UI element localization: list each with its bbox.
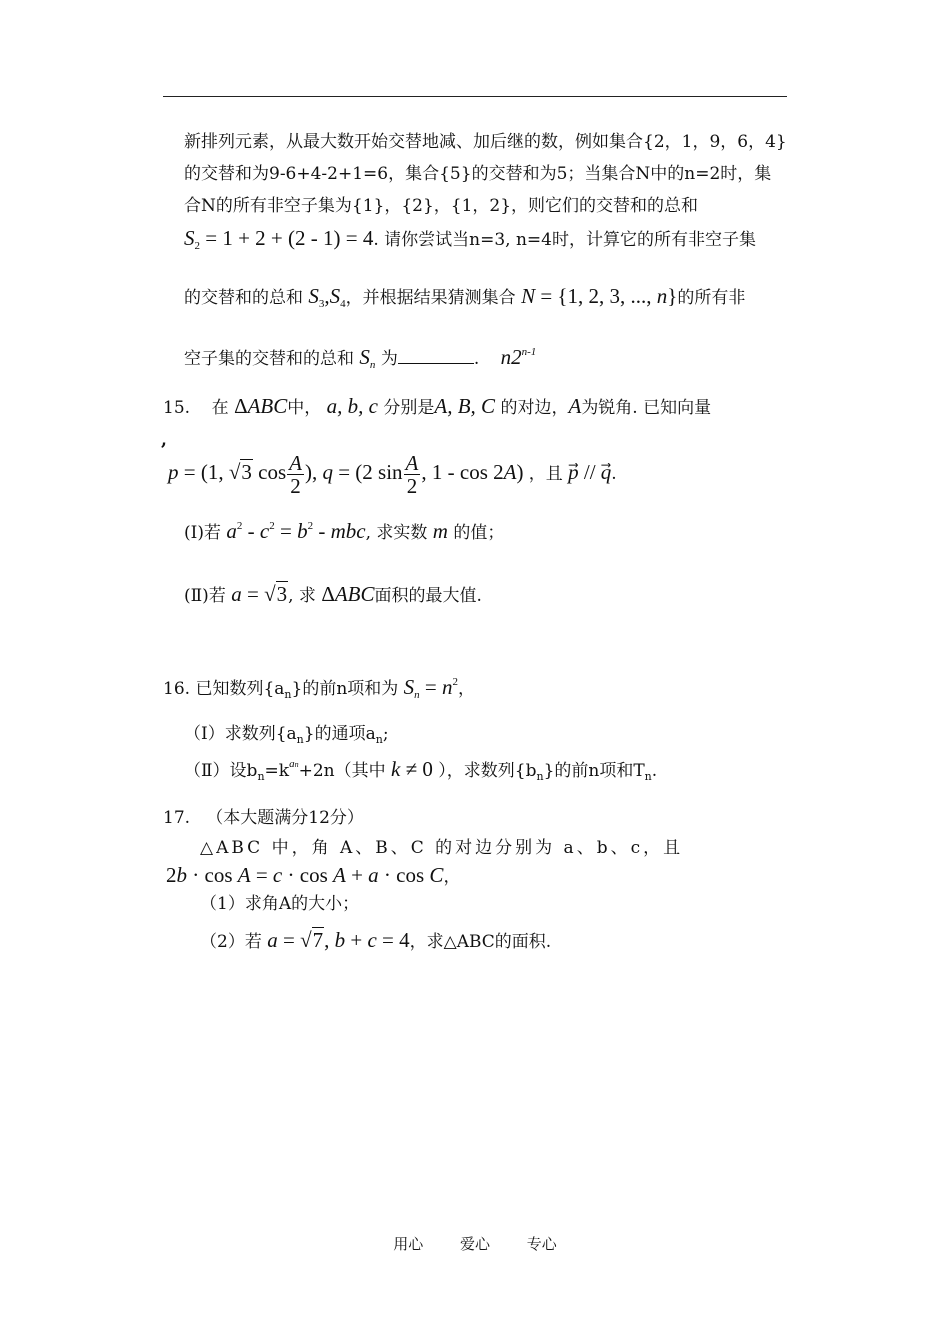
text-line-1: 新排列元素，从最大数开始交替地减、加后继的数，例如集合{2，1，9，6，4} (184, 132, 787, 152)
text-line-2: 的交替和为9-6+4-2+1=6，集合{5}的交替和为5；当集合N中的n=2时，集 (184, 164, 772, 184)
text-line-4: S2 = 1 + 2 + (2 - 1) = 4. 请你尝试当n=3, n=4时，计算它的所有非空子集 (184, 226, 756, 252)
formula-s3-s4: S3,S4 (308, 284, 346, 310)
q17-cos-formula: 2b · cos A = c · cos A + a · cos C (166, 863, 444, 887)
q15-vector-formula: p = (1, √3 cos $\frac{A}{2}$ ), q = (2 sin $\frac{A}{2}$ , 1 - cos 2A) (168, 450, 529, 498)
q16-stem-b: }的前n项和为 (291, 679, 399, 699)
q16-part2: （Ⅱ）设$b_n=k^{an}+2n$（其中 k ≠ 0 ），求数列$\{b_n\}$的前n项和$T_n$. (184, 757, 658, 783)
q15-part2-end: 面积的最大值. (374, 586, 482, 606)
q16-part2-d: ），求数列{b (438, 761, 537, 781)
q15-t2: 中， (287, 398, 322, 418)
page-footer (0, 1233, 950, 1254)
q15-part1 (184, 514, 504, 545)
q15-angle-a: A (568, 394, 582, 418)
q15-parallel: p⃗ // q (568, 460, 612, 484)
q15-part2-formula: a = √3 (231, 582, 288, 606)
q17-part2-b: ，求△ABC的面积. (409, 932, 552, 952)
q17-part1: （1）求角A的大小； (200, 894, 360, 914)
q15-stem (163, 394, 711, 420)
text-line-5 (184, 284, 745, 316)
header-rule (163, 96, 787, 97)
q15-number: 15. (163, 398, 191, 418)
q17-number: 17. (163, 808, 191, 828)
text-line-3: 合N的所有非空子集为{1}，{2}，{1，2}，则它们的交替和的总和 (184, 196, 699, 216)
q15-part1-tail: , 求实数 (365, 523, 428, 543)
q16-part1-a: （Ⅰ）求数列{a (184, 724, 297, 744)
q15-part1-formula: $a^2 - c^2 = b^2$ - mbc (226, 519, 366, 543)
q17-stem: △ABC 中，角 A、B、C 的对边分别为 a、b、c，且 (200, 838, 684, 858)
q17-header (163, 806, 364, 830)
footer-item: 专心 (526, 1235, 557, 1253)
q15-comma-mark: , (161, 430, 167, 450)
formula-set-n: N = {1, 2, 3, ..., n} (521, 284, 678, 308)
q16-part1: （Ⅰ）求数列$\{a_n\}$的通项$a_n$; (184, 724, 389, 746)
q16-part1-b: }的通项a (303, 724, 376, 744)
q15-t4: 的对边， (500, 398, 569, 418)
text-line-6-a: 空子集的交替和的总和 (184, 349, 354, 369)
answer-formula: n2$^{n-1}$ (500, 345, 537, 369)
q16-part2-c: +2n（其中 (298, 761, 386, 781)
q16-number: 16. (163, 679, 191, 699)
text-line-5-a: 的交替和的总和 (184, 288, 303, 308)
q15-part2 (184, 582, 482, 608)
q16-part2-e: }的前n项和T (543, 761, 645, 781)
text-line-5-c: 的所有非 (677, 288, 746, 308)
q16-stem: 16. 已知数列$\{a_n\}$的前n项和为 $S_n = n^2$， (163, 675, 476, 701)
q15-vec-tail: ，且 (528, 464, 563, 484)
answer-blank (398, 349, 474, 364)
q15-part2-mid: , 求 (288, 586, 316, 606)
q15-abc-lower: a, b, c (326, 394, 378, 418)
q15-vectors: p = (1, √3 cos $\frac{A}{2}$ ), q = (2 sin $\frac{A}{2}$ , 1 - cos 2A) ，且 p⃗ // q. (168, 450, 617, 498)
q15-part1-label: (Ⅰ)若 (184, 523, 221, 543)
text-line-5-b: ，并根据结果猜测集合 (345, 288, 516, 308)
footer-item: 用心 (393, 1235, 424, 1253)
q15-t3: 分别是 (383, 398, 435, 418)
q17-formula: 2b · cos A = c · cos A + a · cos C， (166, 863, 461, 887)
q16-sn-formula: $S_n = n^2$ (403, 675, 459, 701)
q17-part2-formula: a = √7, b + c = 4 (267, 928, 410, 952)
footer-item: 爱心 (459, 1235, 490, 1253)
q15-t1: 在 (211, 398, 229, 418)
q15-abc-upper: A, B, C (434, 394, 496, 418)
q16-stem-a: 已知数列{a (195, 679, 285, 699)
q16-part2-a: （Ⅱ）设b (184, 761, 258, 781)
q17-part2 (200, 928, 551, 954)
q15-part2-triangle: ΔABC (321, 582, 375, 606)
formula-sn: $S_n$ (359, 345, 376, 371)
q15-part1-end: 的值； (453, 523, 505, 543)
q16-part2-b: =k (264, 761, 290, 781)
text-line-6-b: 为 (380, 349, 398, 369)
text-line-6: 空子集的交替和的总和 $S_n$ 为 . n2$^{n-1}$ (184, 345, 537, 371)
text-line-4-tail: 请你尝试当n=3, n=4时，计算它的所有非空子集 (384, 230, 756, 250)
q15-t5: 为锐角. 已知向量 (581, 398, 712, 418)
q17-part2-a: （2）若 (200, 932, 262, 952)
q16-k-formula: k ≠ 0 (391, 757, 433, 781)
q17-header-text: （本大题满分12分） (206, 808, 364, 828)
formula-s2: S2 = 1 + 2 + (2 - 1) = 4 (184, 226, 374, 252)
q15-m: m (432, 519, 448, 543)
q15-part2-label: (Ⅱ)若 (184, 586, 226, 606)
q15-triangle-abc: ΔABC (234, 394, 288, 418)
